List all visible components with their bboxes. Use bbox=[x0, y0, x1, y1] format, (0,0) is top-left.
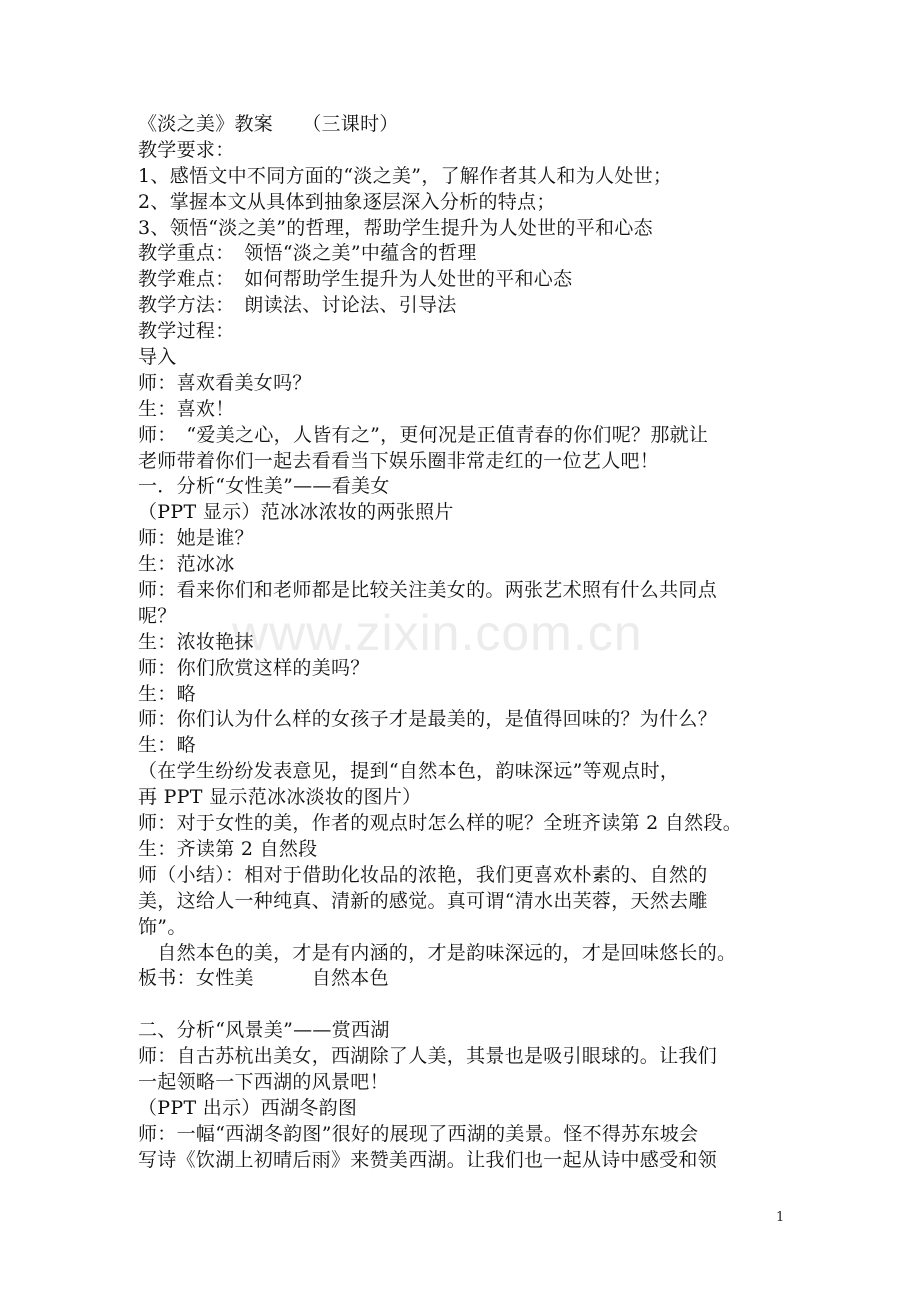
text-line: 饰”。 bbox=[138, 915, 187, 938]
text-line: 老师带着你们一起去看看当下娱乐圈非常走红的一位艺人吧！ bbox=[138, 449, 660, 472]
text-line: 师： “爱美之心，人皆有之”，更何况是正值青春的你们呢？那就让 bbox=[138, 423, 709, 446]
text-line: 二、分析“风景美”——赏西湖 bbox=[138, 1019, 390, 1042]
text-line: 教学过程： bbox=[138, 320, 235, 343]
text-line: 教学难点： 如何帮助学生提升为人处世的平和心态 bbox=[138, 268, 573, 291]
text-line: 师：喜欢看美女吗？ bbox=[138, 371, 312, 394]
text-line: 生：范冰冰 bbox=[138, 553, 235, 576]
text-line: 师：自古苏杭出美女，西湖除了人美，其景也是吸引眼球的。让我们 bbox=[138, 1045, 718, 1068]
page-number: 1 bbox=[776, 1210, 785, 1225]
text-line: 师：她是谁？ bbox=[138, 527, 254, 550]
text-line: 师：看来你们和老师都是比较关注美女的。两张艺术照有什么共同点 bbox=[138, 579, 718, 602]
document-body bbox=[138, 112, 798, 1174]
text-line: 《淡之美》教案 （三课时） bbox=[138, 113, 399, 135]
text-line: 再 PPT 显示范冰冰淡妆的图片） bbox=[138, 786, 422, 809]
text-line: 生：齐读第 2 自然段 bbox=[138, 837, 318, 860]
text-line: 自然本色的美，才是有内涵的，才是韵味深远的，才是回味悠长的。 bbox=[138, 941, 737, 964]
text-line: 师（小结）：相对于借助化妆品的浓艳，我们更喜欢朴素的、自然的 bbox=[138, 863, 708, 886]
text-line: 1、感悟文中不同方面的“淡之美”，了解作者其人和为人处世； bbox=[138, 164, 673, 187]
text-line: 师：你们认为什么样的女孩子才是最美的，是值得回味的？为什么？ bbox=[138, 708, 718, 731]
text-line: 教学重点： 领悟“淡之美”中蕴含的哲理 bbox=[138, 242, 477, 265]
text-line: 呢？ bbox=[138, 604, 177, 627]
text-line: 3、领悟“淡之美”的哲理，帮助学生提升为人处世的平和心态 bbox=[138, 216, 653, 239]
text-line: 美，这给人一种纯真、清新的感觉。真可谓“清水出芙蓉，天然去雕 bbox=[138, 889, 708, 912]
watermark: www.zixin.com.cn bbox=[232, 605, 643, 661]
text-line: 师：一幅“西湖冬韵图”很好的展现了西湖的美景。怪不得苏东坡会 bbox=[138, 1122, 699, 1145]
text-line: （在学生纷纷发表意见，提到“自然本色，韵味深远”等观点时， bbox=[138, 760, 680, 783]
text-line: 2、掌握本文从具体到抽象逐层深入分析的特点； bbox=[138, 190, 556, 213]
text-line: 教学要求： bbox=[138, 138, 235, 161]
text-line: 写诗《饮湖上初晴后雨》来赞美西湖。让我们也一起从诗中感受和领 bbox=[138, 1148, 718, 1171]
text-line: （PPT 出示）西湖冬韵图 bbox=[138, 1096, 358, 1119]
text-line: 师：对于女性的美，作者的观点时怎么样的呢？全班齐读第 2 自然段。 bbox=[138, 812, 743, 835]
text-line: 生：略 bbox=[138, 682, 196, 705]
text-line: 师：你们欣赏这样的美吗？ bbox=[138, 656, 370, 679]
text-line: 教学方法： 朗读法、讨论法、引导法 bbox=[138, 294, 457, 317]
text-line: 板书：女性美 自然本色 bbox=[138, 967, 389, 990]
text-line: 一．分析“女性美”——看美女 bbox=[138, 475, 390, 498]
text-line: 生：喜欢！ bbox=[138, 397, 235, 420]
blank-line bbox=[138, 992, 798, 1018]
text-line: 生：略 bbox=[138, 734, 196, 757]
text-line: 生：浓妆艳抹 bbox=[138, 630, 254, 653]
text-line: （PPT 显示）范冰冰浓妆的两张照片 bbox=[138, 501, 454, 524]
text-line: 导入 bbox=[138, 346, 177, 369]
text-line: 一起领略一下西湖的风景吧！ bbox=[138, 1070, 389, 1093]
